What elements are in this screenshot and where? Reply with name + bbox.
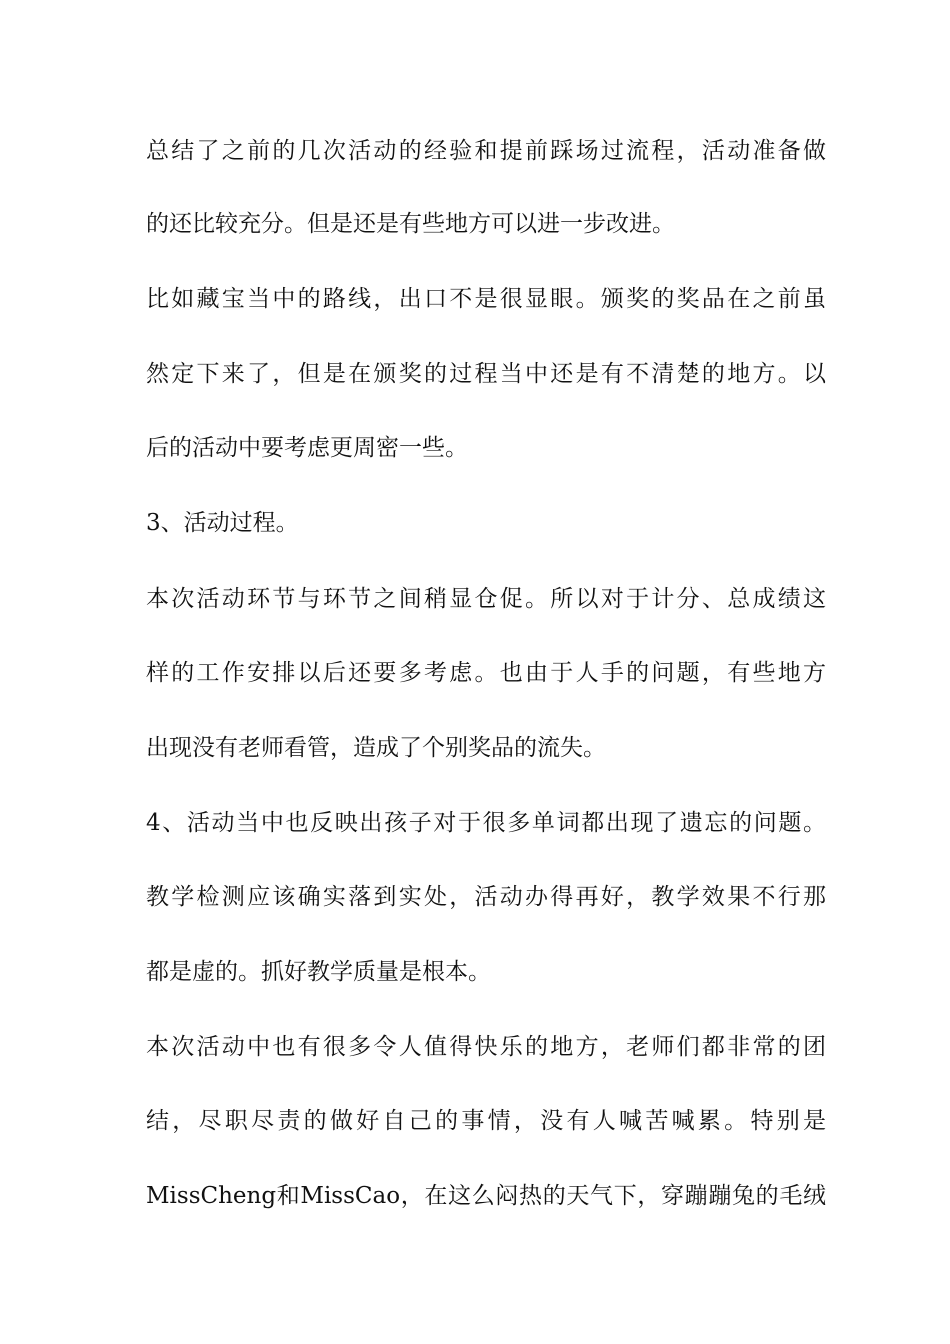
text-line: 样的工作安排以后还要多考虑。也由于人手的问题，有些地方 <box>146 660 826 686</box>
text-line: MissCheng和MissCao，在这么闷热的天气下，穿蹦蹦兔的毛绒 <box>146 1183 826 1209</box>
text-line: 然定下来了，但是在颁奖的过程当中还是有不清楚的地方。以 <box>146 361 826 387</box>
text-line: 教学检测应该确实落到实处，活动办得再好，教学效果不行那 <box>146 884 826 910</box>
text-line: 后的活动中要考虑更周密一些。 <box>146 435 468 461</box>
text-line: 结，尽职尽责的做好自己的事情，没有人喊苦喊累。特别是 <box>146 1108 826 1134</box>
text-line: 出现没有老师看管，造成了个别奖品的流失。 <box>146 735 606 761</box>
section-heading: 4、活动当中也反映出孩子对于很多单词都出现了遗忘的问题。 <box>146 810 826 836</box>
section-heading: 3、活动过程。 <box>146 510 299 536</box>
text-line: 本次活动中也有很多令人值得快乐的地方，老师们都非常的团 <box>146 1034 826 1060</box>
text-line: 总结了之前的几次活动的经验和提前踩场过流程，活动准备做 <box>146 138 826 164</box>
text-line: 比如藏宝当中的路线，出口不是很显眼。颁奖的奖品在之前虽 <box>146 286 826 312</box>
text-line: 的还比较充分。但是还是有些地方可以进一步改进。 <box>146 211 675 237</box>
text-line: 本次活动环节与环节之间稍显仓促。所以对于计分、总成绩这 <box>146 586 826 612</box>
text-line: 都是虚的。抓好教学质量是根本。 <box>146 959 491 985</box>
